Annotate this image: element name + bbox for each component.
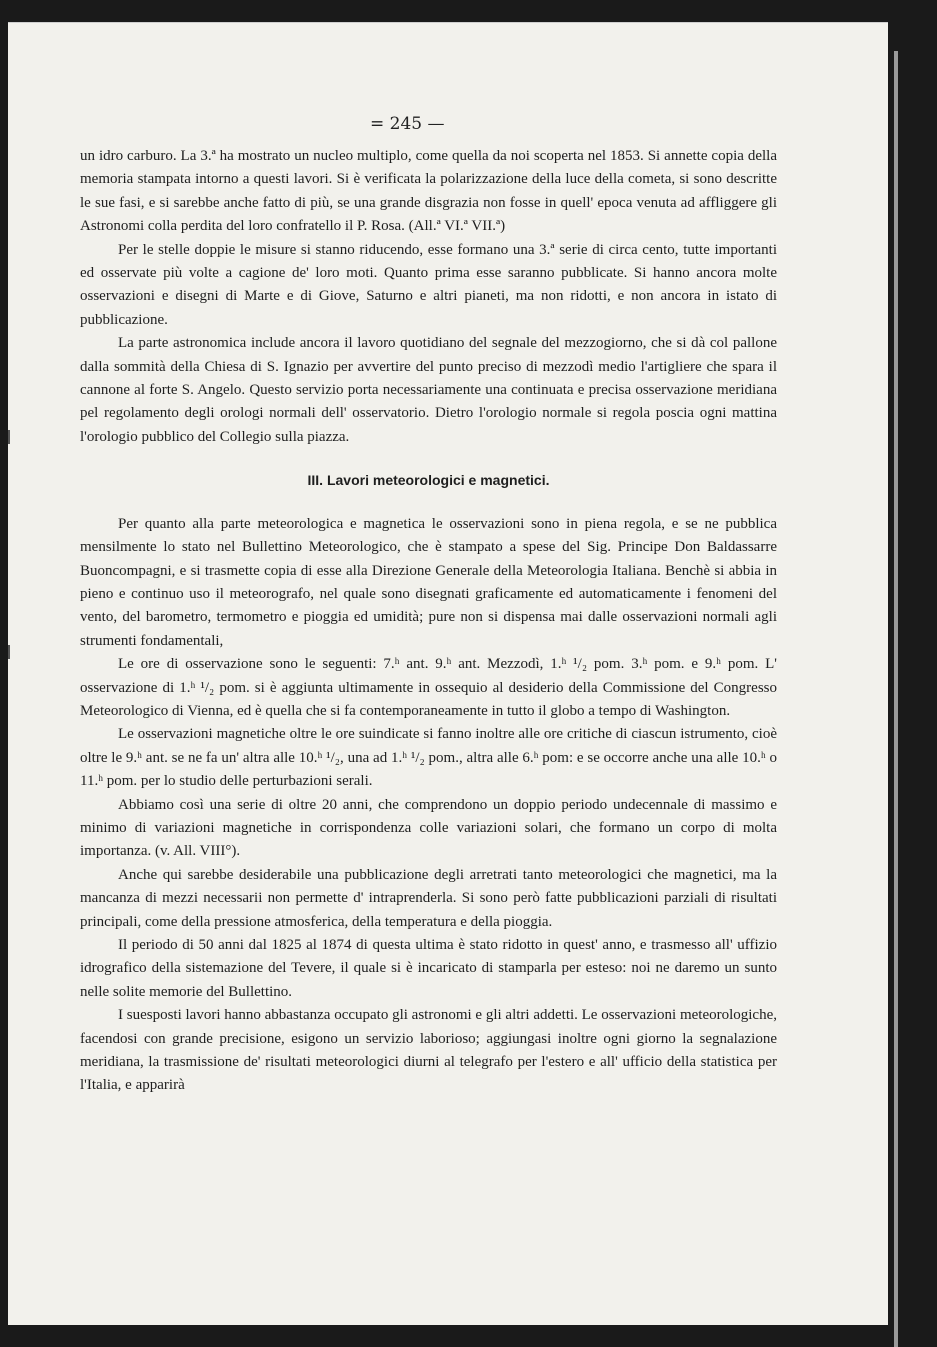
paragraph: Le ore di osservazione sono le seguenti: 7.ʰ ant. 9.ʰ ant. Mezzodì, 1.ʰ ¹/₂ pom. 3.ʰ pom. e 9.ʰ pom. L' osservazione di 1.ʰ ¹/₂ pom. si è aggiunta ultimamente in ossequio al desiderio della Commissione del Congresso Meteorologico di Vienna, ed è quella che si fa contemporaneamente in tutto il globo a tempo di Washington.: [80, 656, 777, 719]
body-text: [80, 145, 777, 1098]
page-number: = 245 —: [370, 114, 445, 134]
paragraph: un idro carburo. La 3.ª ha mostrato un nucleo multiplo, come quella da noi scoperta nel 1853. Si annette copia della memoria stampata intorno a questi lavori. Si è verificata la polarizzazione della luce della cometa, si sono descritte le sue fasi, e si sarebbe anche fatto di più, se una grande disgrazia non fosse in quell' epoca venuta ad affliggere gli Astronomi colla perdita del loro confratello il P. Rosa. (All.ª VI.ª VII.ª): [80, 148, 777, 235]
margin-mark: [8, 645, 10, 659]
paragraph: Anche qui sarebbe desiderabile una pubblicazione degli arretrati tanto meteorologici che magnetici, ma la mancanza di mezzi necessarii non permette d' intraprenderla. Si sono però fatte pubblicazioni parziali di risultati principali, come della pressione atmosferica, della temperatura e della pioggia.: [80, 866, 777, 930]
margin-mark: [8, 430, 10, 444]
paragraph: Per quanto alla parte meteorologica e magnetica le osservazioni sono in piena regola, e se ne pubblica mensilmente lo stato nel Bullettino Meteorologico, che è stampato a spese del Sig. Principe Don Baldassarre Buoncompagni, e si trasmette copia di esse alla Direzione Generale della Meteorologia Italiana. Benchè si abbia in pieno e continuo uso il meteorografo, nel quale sono disegnati graficamente ed automaticamente i fenomeni del vento, del barometro, termometro e pioggia ed umidità; pure non si dispensa mai dalle osservazioni normali agli strumenti fondamentali,: [80, 515, 777, 649]
page-edge: [894, 51, 898, 1347]
paragraph: Abbiamo così una serie di oltre 20 anni, che comprendono un doppio periodo undecennale di massimo e minimo di variazioni magnetiche in corrispondenza colle variazioni solari, che formano un corpo di molta importanza. (v. All. VIII°).: [80, 796, 777, 860]
paragraph: Il periodo di 50 anni dal 1825 al 1874 di questa ultima è stato ridotto in quest' anno, e trasmesso all' uffizio idrografico della sistemazione del Tevere, il quale si è incaricato di stamparla per esteso: noi ne daremo un sunto nelle solite memorie del Bullettino.: [80, 937, 777, 1000]
section-heading: III. Lavori meteorologici e magnetici.: [307, 472, 550, 489]
paragraph: Per le stelle doppie le misure si stanno riducendo, esse formano una 3.ª serie di circa cento, tutte importanti ed osservate più volte a cagione de' loro moti. Quanto prima esse saranno pubblicate. Si hanno ancora molte osservazioni e disegni di Marte e di Giove, Saturno e altri pianeti, ma non ridotti, e non ancora in istato di pubblicazione.: [80, 241, 777, 328]
paragraph: Le osservazioni magnetiche oltre le ore suindicate si fanno inoltre alle ore critiche di ciascun istrumento, cioè oltre le 9.ʰ ant. se ne fa un' altra alle 10.ʰ ¹/₂, una ad 1.ʰ ¹/₂ pom., altra alle 6.ʰ pom: e se occorre anche una alle 10.ʰ o 11.ʰ pom. per lo studio delle perturbazioni serali.: [80, 726, 777, 790]
paragraph: I suesposti lavori hanno abbastanza occupato gli astronomi e gli altri addetti. Le osservazioni meteorologiche, facendosi con grande precisione, esigono un servizio laborioso; aggiungasi inoltre ogni giorno la segnalazione meridiana, la trasmissione de' risultati meteorologici diurni al telegrafo per l'estero e all' ufficio della statistica per l'Italia, e apparirà: [80, 1007, 777, 1094]
paragraph: La parte astronomica include ancora il lavoro quotidiano del segnale del mezzogiorno, che si dà col pallone dalla sommità della Chiesa di S. Ignazio per avvertire del punto preciso di mezzodì medio l'artigliere che spara il cannone al forte S. Angelo. Questo servizio porta necessariamente una continuata e precisa osservazione meridiana pel regolamento degli orologi normali dell' osservatorio. Dietro l'orologio normale si regola poscia ogni mattina l'orologio pubblico del Collegio sulla piazza.: [80, 335, 777, 445]
